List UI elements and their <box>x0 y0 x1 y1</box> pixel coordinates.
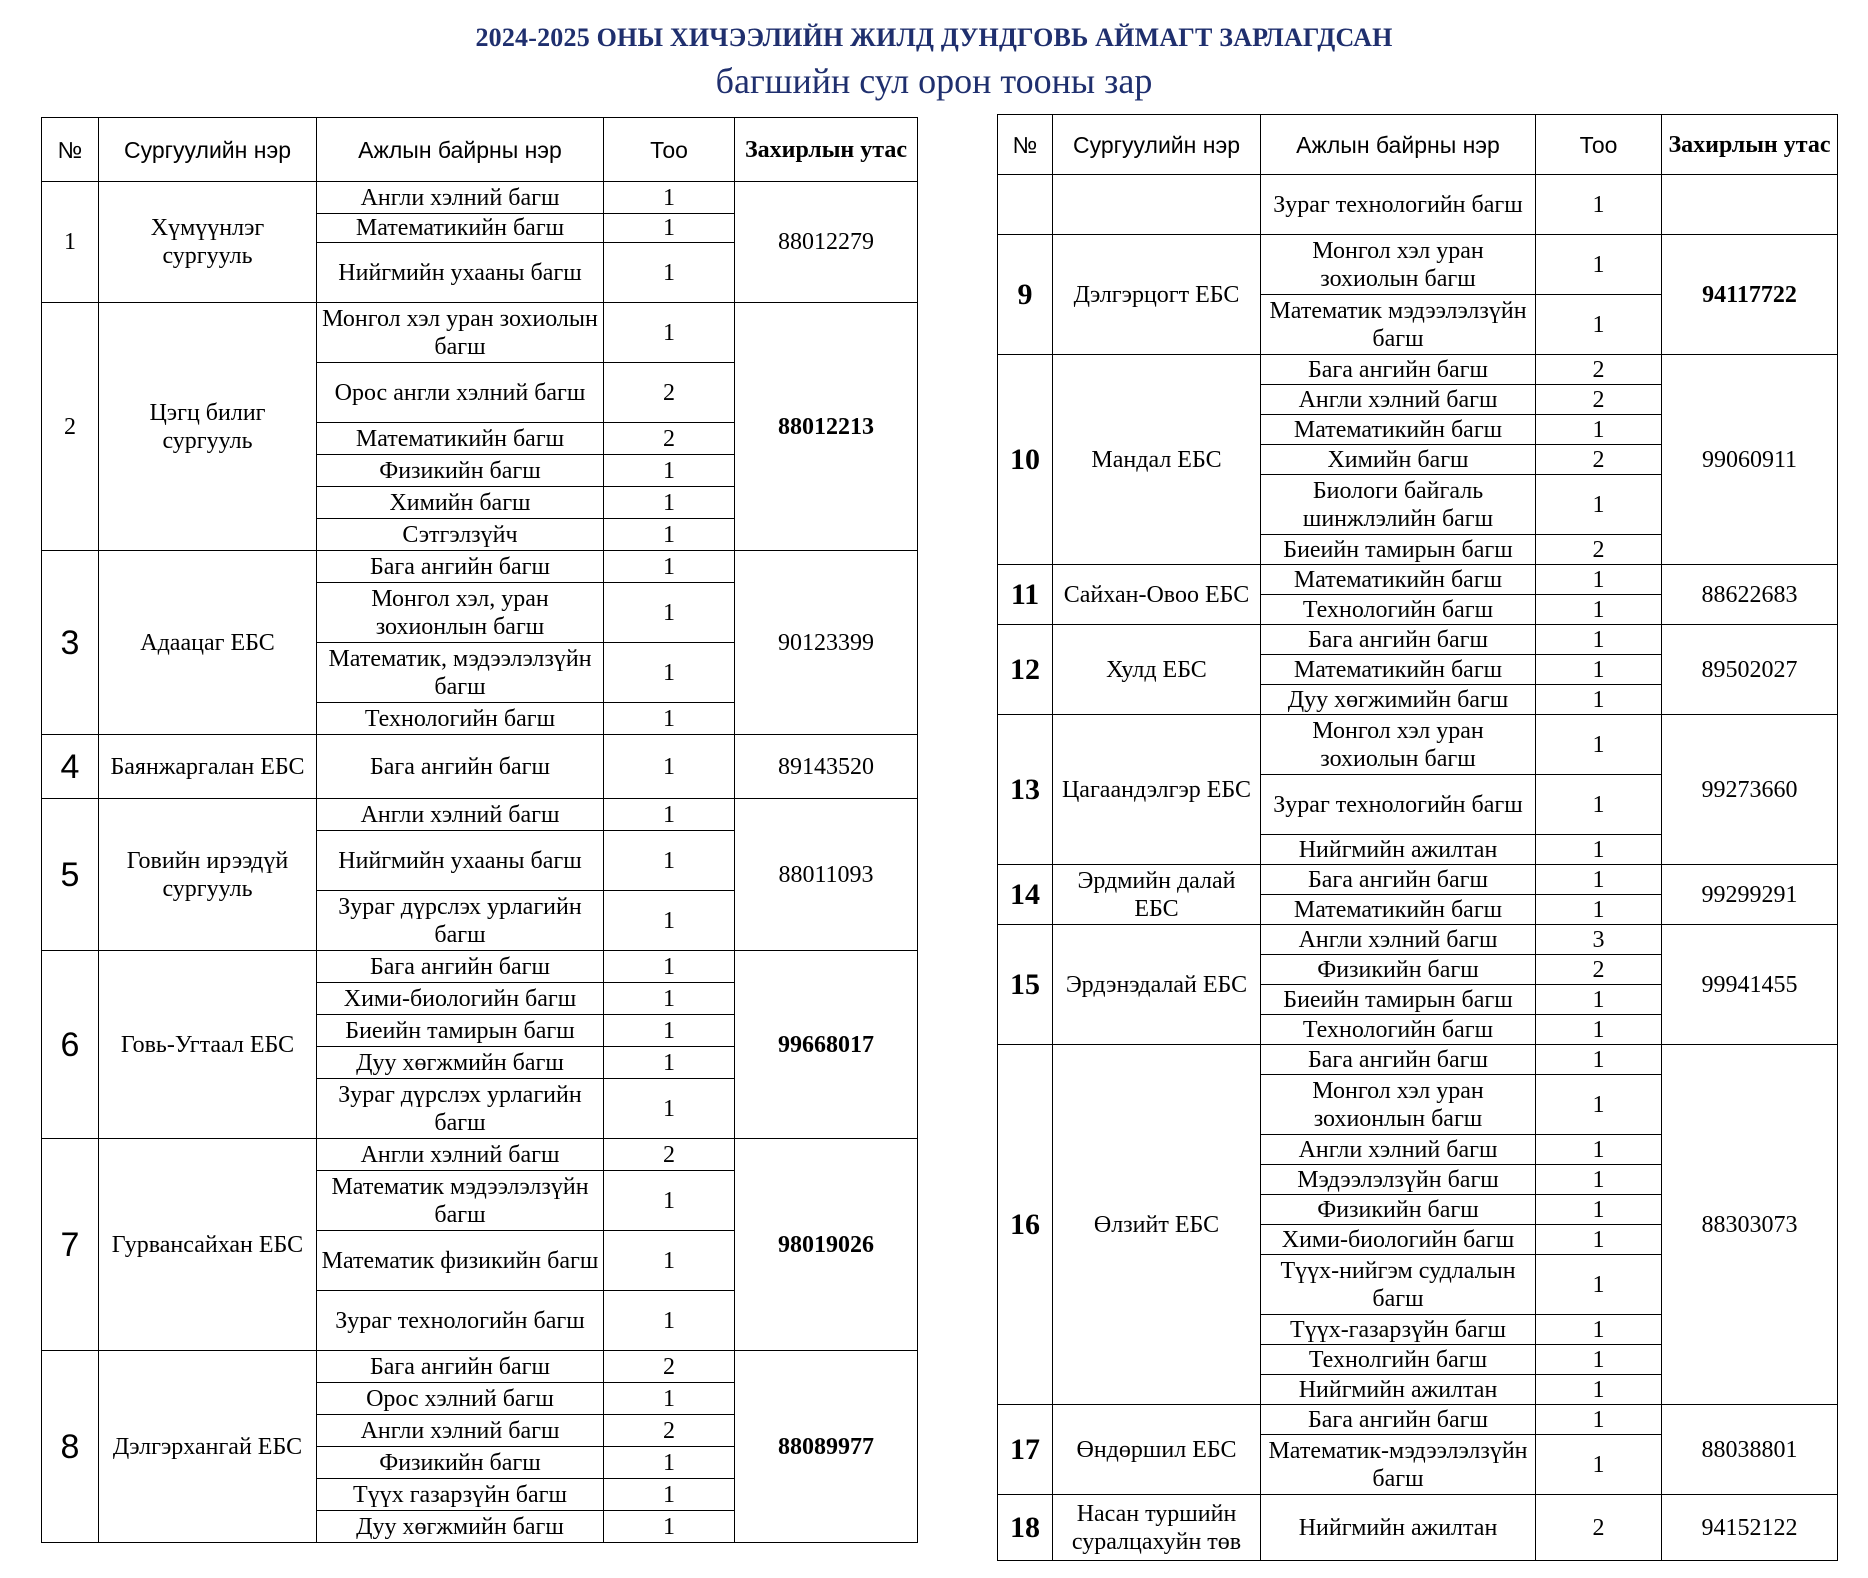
director-phone: 88038801 <box>1662 1405 1838 1495</box>
school-number: 14 <box>998 865 1053 925</box>
position-title: Технологийн багш <box>1261 1015 1536 1045</box>
position-count: 1 <box>1536 235 1662 295</box>
position-title: Монгол хэл уран зохиолын багш <box>1261 715 1536 775</box>
position-title: Химийн багш <box>317 487 604 519</box>
table-row <box>998 865 1838 895</box>
position-count: 2 <box>1536 955 1662 985</box>
position-title: Бага ангийн багш <box>1261 355 1536 385</box>
table-row <box>998 175 1838 235</box>
position-count: 1 <box>1536 175 1662 235</box>
position-title: Бага ангийн багш <box>317 551 604 583</box>
school-name: Хүмүүнлэг сургууль <box>99 182 317 303</box>
school-number: 8 <box>42 1351 99 1543</box>
school-name: Говийн ирээдүй сургууль <box>99 799 317 951</box>
school-name: Адаацаг ЕБС <box>99 551 317 735</box>
position-count: 1 <box>1536 475 1662 535</box>
table-row <box>42 182 918 214</box>
school-number: 17 <box>998 1405 1053 1495</box>
position-title: Мэдээлэлзүйн багш <box>1261 1165 1536 1195</box>
document-subtitle: багшийн сул орон тооны зар <box>715 61 1153 101</box>
position-count: 1 <box>604 1447 735 1479</box>
position-count: 1 <box>604 1511 735 1543</box>
position-title: Математик, мэдээлэлзүйн багш <box>317 643 604 703</box>
position-count: 2 <box>604 423 735 455</box>
position-title: Математикийн багш <box>1261 895 1536 925</box>
position-count: 1 <box>1536 1165 1662 1195</box>
position-count: 2 <box>1536 385 1662 415</box>
table-row <box>998 1405 1838 1435</box>
school-name: Хулд ЕБС <box>1053 625 1261 715</box>
director-phone: 88011093 <box>735 799 918 951</box>
position-count: 1 <box>604 303 735 363</box>
school-name: Насан туршийн суралцахуйн төв <box>1053 1495 1261 1561</box>
table-row <box>42 551 918 583</box>
position-title: Математик мэдээлэлзүйн багш <box>317 1171 604 1231</box>
school-name: Гурвансайхан ЕБС <box>99 1139 317 1351</box>
school-number: 4 <box>42 735 99 799</box>
position-title: Англи хэлний багш <box>317 182 604 214</box>
position-count: 1 <box>1536 835 1662 865</box>
position-title: Биеийн тамирын багш <box>1261 985 1536 1015</box>
position-count: 1 <box>1536 985 1662 1015</box>
director-phone: 89143520 <box>735 735 918 799</box>
school-number: 5 <box>42 799 99 951</box>
table-row <box>998 625 1838 655</box>
school-number: 9 <box>998 235 1053 355</box>
school-number: 1 <box>42 182 99 303</box>
school-name: Баянжаргалан ЕБС <box>99 735 317 799</box>
position-count: 1 <box>1536 1435 1662 1495</box>
position-count: 2 <box>1536 355 1662 385</box>
director-phone <box>1662 175 1838 235</box>
director-phone: 94152122 <box>1662 1495 1838 1561</box>
position-count: 1 <box>604 643 735 703</box>
position-count: 1 <box>604 551 735 583</box>
position-title: Физикийн багш <box>317 455 604 487</box>
position-count: 1 <box>1536 1015 1662 1045</box>
position-title: Зураг технологийн багш <box>1261 775 1536 835</box>
position-count: 1 <box>1536 1195 1662 1225</box>
position-count: 1 <box>1536 1045 1662 1075</box>
school-number: 10 <box>998 355 1053 565</box>
school-name: Эрдмийн далай ЕБС <box>1053 865 1261 925</box>
table-row <box>42 735 918 799</box>
position-title: Нийгмийн ухааны багш <box>317 831 604 891</box>
document-title: 2024-2025 ОНЫ ХИЧЭЭЛИЙН ЖИЛД ДУНДГОВЬ АЙМАГТ ЗАРЛАГДСАН <box>475 23 1393 52</box>
director-phone: 89502027 <box>1662 625 1838 715</box>
position-title: Зураг дүрслэх урлагийн багш <box>317 1079 604 1139</box>
position-title: Дуу хөгжмийн багш <box>317 1511 604 1543</box>
position-count: 1 <box>604 1047 735 1079</box>
position-title: Физикийн багш <box>317 1447 604 1479</box>
position-count: 1 <box>604 891 735 951</box>
position-count: 1 <box>1536 565 1662 595</box>
table-header-row <box>42 118 918 182</box>
col-header-count: Тоо <box>604 118 735 182</box>
school-name: Мандал ЕБС <box>1053 355 1261 565</box>
position-count: 1 <box>604 1015 735 1047</box>
school-name: Сайхан-Овоо ЕБС <box>1053 565 1261 625</box>
table-row <box>42 303 918 363</box>
position-title: Биологи байгаль шинжлэлийн багш <box>1261 475 1536 535</box>
school-name: Өндөршил ЕБС <box>1053 1405 1261 1495</box>
director-phone: 88622683 <box>1662 565 1838 625</box>
position-title: Англи хэлний багш <box>1261 385 1536 415</box>
table-row <box>42 1139 918 1171</box>
director-phone: 94117722 <box>1662 235 1838 355</box>
school-name: Дэлгэрцогт ЕБС <box>1053 235 1261 355</box>
table-row <box>998 715 1838 775</box>
school-name: Говь-Угтаал ЕБС <box>99 951 317 1139</box>
position-title: Математик мэдээлэлзүйн багш <box>1261 295 1536 355</box>
school-number: 6 <box>42 951 99 1139</box>
table-row <box>42 1351 918 1383</box>
school-number: 16 <box>998 1045 1053 1405</box>
position-count: 1 <box>1536 1255 1662 1315</box>
position-title: Түүх-газарзүйн багш <box>1261 1315 1536 1345</box>
director-phone: 98019026 <box>735 1139 918 1351</box>
position-title: Бага ангийн багш <box>1261 1405 1536 1435</box>
position-count: 1 <box>604 214 735 243</box>
position-title: Англи хэлний багш <box>317 1415 604 1447</box>
position-count: 2 <box>604 1139 735 1171</box>
school-name: Цэгц билиг сургууль <box>99 303 317 551</box>
col-header-school: Сургуулийн нэр <box>99 118 317 182</box>
col-header-no: № <box>42 118 99 182</box>
position-title: Математикийн багш <box>317 423 604 455</box>
position-count: 1 <box>1536 625 1662 655</box>
position-title: Математикийн багш <box>1261 565 1536 595</box>
position-title: Технологийн багш <box>1261 595 1536 625</box>
position-title: Зураг технологийн багш <box>1261 175 1536 235</box>
position-count: 1 <box>604 983 735 1015</box>
position-count: 1 <box>1536 1225 1662 1255</box>
position-count: 1 <box>1536 1135 1662 1165</box>
position-count: 2 <box>1536 535 1662 565</box>
director-phone: 88303073 <box>1662 1045 1838 1405</box>
position-count: 1 <box>1536 1405 1662 1435</box>
position-title: Сэтгэлзүйч <box>317 519 604 551</box>
position-count: 1 <box>604 583 735 643</box>
school-number: 18 <box>998 1495 1053 1561</box>
position-title: Биеийн тамирын багш <box>317 1015 604 1047</box>
position-title: Хими-биологийн багш <box>317 983 604 1015</box>
school-number: 15 <box>998 925 1053 1045</box>
school-number: 7 <box>42 1139 99 1351</box>
position-count: 1 <box>1536 685 1662 715</box>
position-count: 1 <box>604 735 735 799</box>
school-name: Дэлгэрхангай ЕБС <box>99 1351 317 1543</box>
table-row <box>998 925 1838 955</box>
position-count: 1 <box>604 455 735 487</box>
position-title: Математик физикийн багш <box>317 1231 604 1291</box>
position-title: Биеийн тамирын багш <box>1261 535 1536 565</box>
position-count: 2 <box>604 1351 735 1383</box>
position-title: Хими-биологийн багш <box>1261 1225 1536 1255</box>
position-title: Химийн багш <box>1261 445 1536 475</box>
school-number <box>998 175 1053 235</box>
position-title: Бага ангийн багш <box>1261 625 1536 655</box>
position-count: 1 <box>604 243 735 303</box>
position-count: 1 <box>604 1231 735 1291</box>
director-phone: 99941455 <box>1662 925 1838 1045</box>
table-row <box>998 565 1838 595</box>
position-count: 1 <box>1536 415 1662 445</box>
position-title: Математик-мэдээлэлзүйн багш <box>1261 1435 1536 1495</box>
position-title: Бага ангийн багш <box>317 1351 604 1383</box>
position-count: 1 <box>604 1479 735 1511</box>
position-count: 1 <box>604 1383 735 1415</box>
position-count: 1 <box>604 1079 735 1139</box>
position-count: 1 <box>1536 865 1662 895</box>
position-title: Бага ангийн багш <box>317 951 604 983</box>
position-count: 1 <box>1536 1345 1662 1375</box>
position-title: Зураг технологийн багш <box>317 1291 604 1351</box>
position-title: Монгол хэл уран зохионлын багш <box>1261 1075 1536 1135</box>
position-count: 1 <box>604 951 735 983</box>
position-title: Математикийн багш <box>1261 655 1536 685</box>
position-count: 1 <box>604 487 735 519</box>
position-count: 2 <box>604 363 735 423</box>
position-title: Англи хэлний багш <box>317 1139 604 1171</box>
director-phone: 99299291 <box>1662 865 1838 925</box>
school-number: 3 <box>42 551 99 735</box>
position-title: Англи хэлний багш <box>317 799 604 831</box>
col-header-count: Тоо <box>1536 115 1662 175</box>
position-title: Дуу хөгжимийн багш <box>1261 685 1536 715</box>
director-phone: 99273660 <box>1662 715 1838 865</box>
col-header-phone: Захирлын утас <box>1662 115 1838 175</box>
position-count: 1 <box>1536 895 1662 925</box>
position-title: Монгол хэл, уран зохионлын багш <box>317 583 604 643</box>
vacancy-table-right <box>997 114 1838 1561</box>
position-title: Бага ангийн багш <box>1261 865 1536 895</box>
director-phone: 99060911 <box>1662 355 1838 565</box>
position-title: Нийгмийн ажилтан <box>1261 835 1536 865</box>
director-phone: 88089977 <box>735 1351 918 1543</box>
col-header-position: Ажлын байрны нэр <box>317 118 604 182</box>
school-name: Өлзийт ЕБС <box>1053 1045 1261 1405</box>
position-title: Технологийн багш <box>317 703 604 735</box>
position-title: Нийгмийн ухааны багш <box>317 243 604 303</box>
position-count: 1 <box>1536 715 1662 775</box>
position-count: 1 <box>604 703 735 735</box>
position-count: 1 <box>1536 1315 1662 1345</box>
position-count: 1 <box>604 799 735 831</box>
table-row <box>998 235 1838 295</box>
position-title: Түүх газарзүйн багш <box>317 1479 604 1511</box>
position-title: Физикийн багш <box>1261 955 1536 985</box>
table-row <box>42 951 918 983</box>
position-count: 1 <box>1536 1375 1662 1405</box>
position-count: 1 <box>604 1171 735 1231</box>
position-count: 1 <box>604 182 735 214</box>
position-count: 1 <box>1536 595 1662 625</box>
school-name <box>1053 175 1261 235</box>
position-count: 1 <box>604 519 735 551</box>
position-count: 1 <box>1536 775 1662 835</box>
col-header-no: № <box>998 115 1053 175</box>
position-count: 3 <box>1536 925 1662 955</box>
school-number: 12 <box>998 625 1053 715</box>
position-title: Англи хэлний багш <box>1261 1135 1536 1165</box>
director-phone: 90123399 <box>735 551 918 735</box>
position-count: 1 <box>604 831 735 891</box>
col-header-position: Ажлын байрны нэр <box>1261 115 1536 175</box>
position-title: Орос англи хэлний багш <box>317 363 604 423</box>
col-header-phone: Захирлын утас <box>735 118 918 182</box>
position-count: 1 <box>1536 295 1662 355</box>
director-phone: 88012213 <box>735 303 918 551</box>
col-header-school: Сургуулийн нэр <box>1053 115 1261 175</box>
position-count: 1 <box>604 1291 735 1351</box>
position-title: Бага ангийн багш <box>1261 1045 1536 1075</box>
position-title: Математикийн багш <box>317 214 604 243</box>
position-count: 2 <box>1536 1495 1662 1561</box>
position-title: Монгол хэл уран зохиолын багш <box>1261 235 1536 295</box>
position-count: 1 <box>1536 1075 1662 1135</box>
vacancy-table-left <box>41 117 918 1543</box>
director-phone: 88012279 <box>735 182 918 303</box>
school-name: Эрдэнэдалай ЕБС <box>1053 925 1261 1045</box>
position-title: Зураг дүрслэх урлагийн багш <box>317 891 604 951</box>
school-name: Цагаандэлгэр ЕБС <box>1053 715 1261 865</box>
position-count: 2 <box>604 1415 735 1447</box>
position-title: Орос хэлний багш <box>317 1383 604 1415</box>
table-header-row <box>998 115 1838 175</box>
position-count: 2 <box>1536 445 1662 475</box>
position-title: Дуу хөгжмийн багш <box>317 1047 604 1079</box>
table-row <box>998 1495 1838 1561</box>
position-title: Нийгмийн ажилтан <box>1261 1495 1536 1561</box>
position-title: Англи хэлний багш <box>1261 925 1536 955</box>
position-title: Математикийн багш <box>1261 415 1536 445</box>
position-title: Нийгмийн ажилтан <box>1261 1375 1536 1405</box>
director-phone: 99668017 <box>735 951 918 1139</box>
school-number: 11 <box>998 565 1053 625</box>
position-title: Бага ангийн багш <box>317 735 604 799</box>
position-title: Физикийн багш <box>1261 1195 1536 1225</box>
position-count: 1 <box>1536 655 1662 685</box>
table-row <box>998 1045 1838 1075</box>
position-title: Монгол хэл уран зохиолын багш <box>317 303 604 363</box>
school-number: 2 <box>42 303 99 551</box>
table-row <box>42 799 918 831</box>
position-title: Технолгийн багш <box>1261 1345 1536 1375</box>
table-row <box>998 355 1838 385</box>
school-number: 13 <box>998 715 1053 865</box>
position-title: Түүх-нийгэм судлалын багш <box>1261 1255 1536 1315</box>
